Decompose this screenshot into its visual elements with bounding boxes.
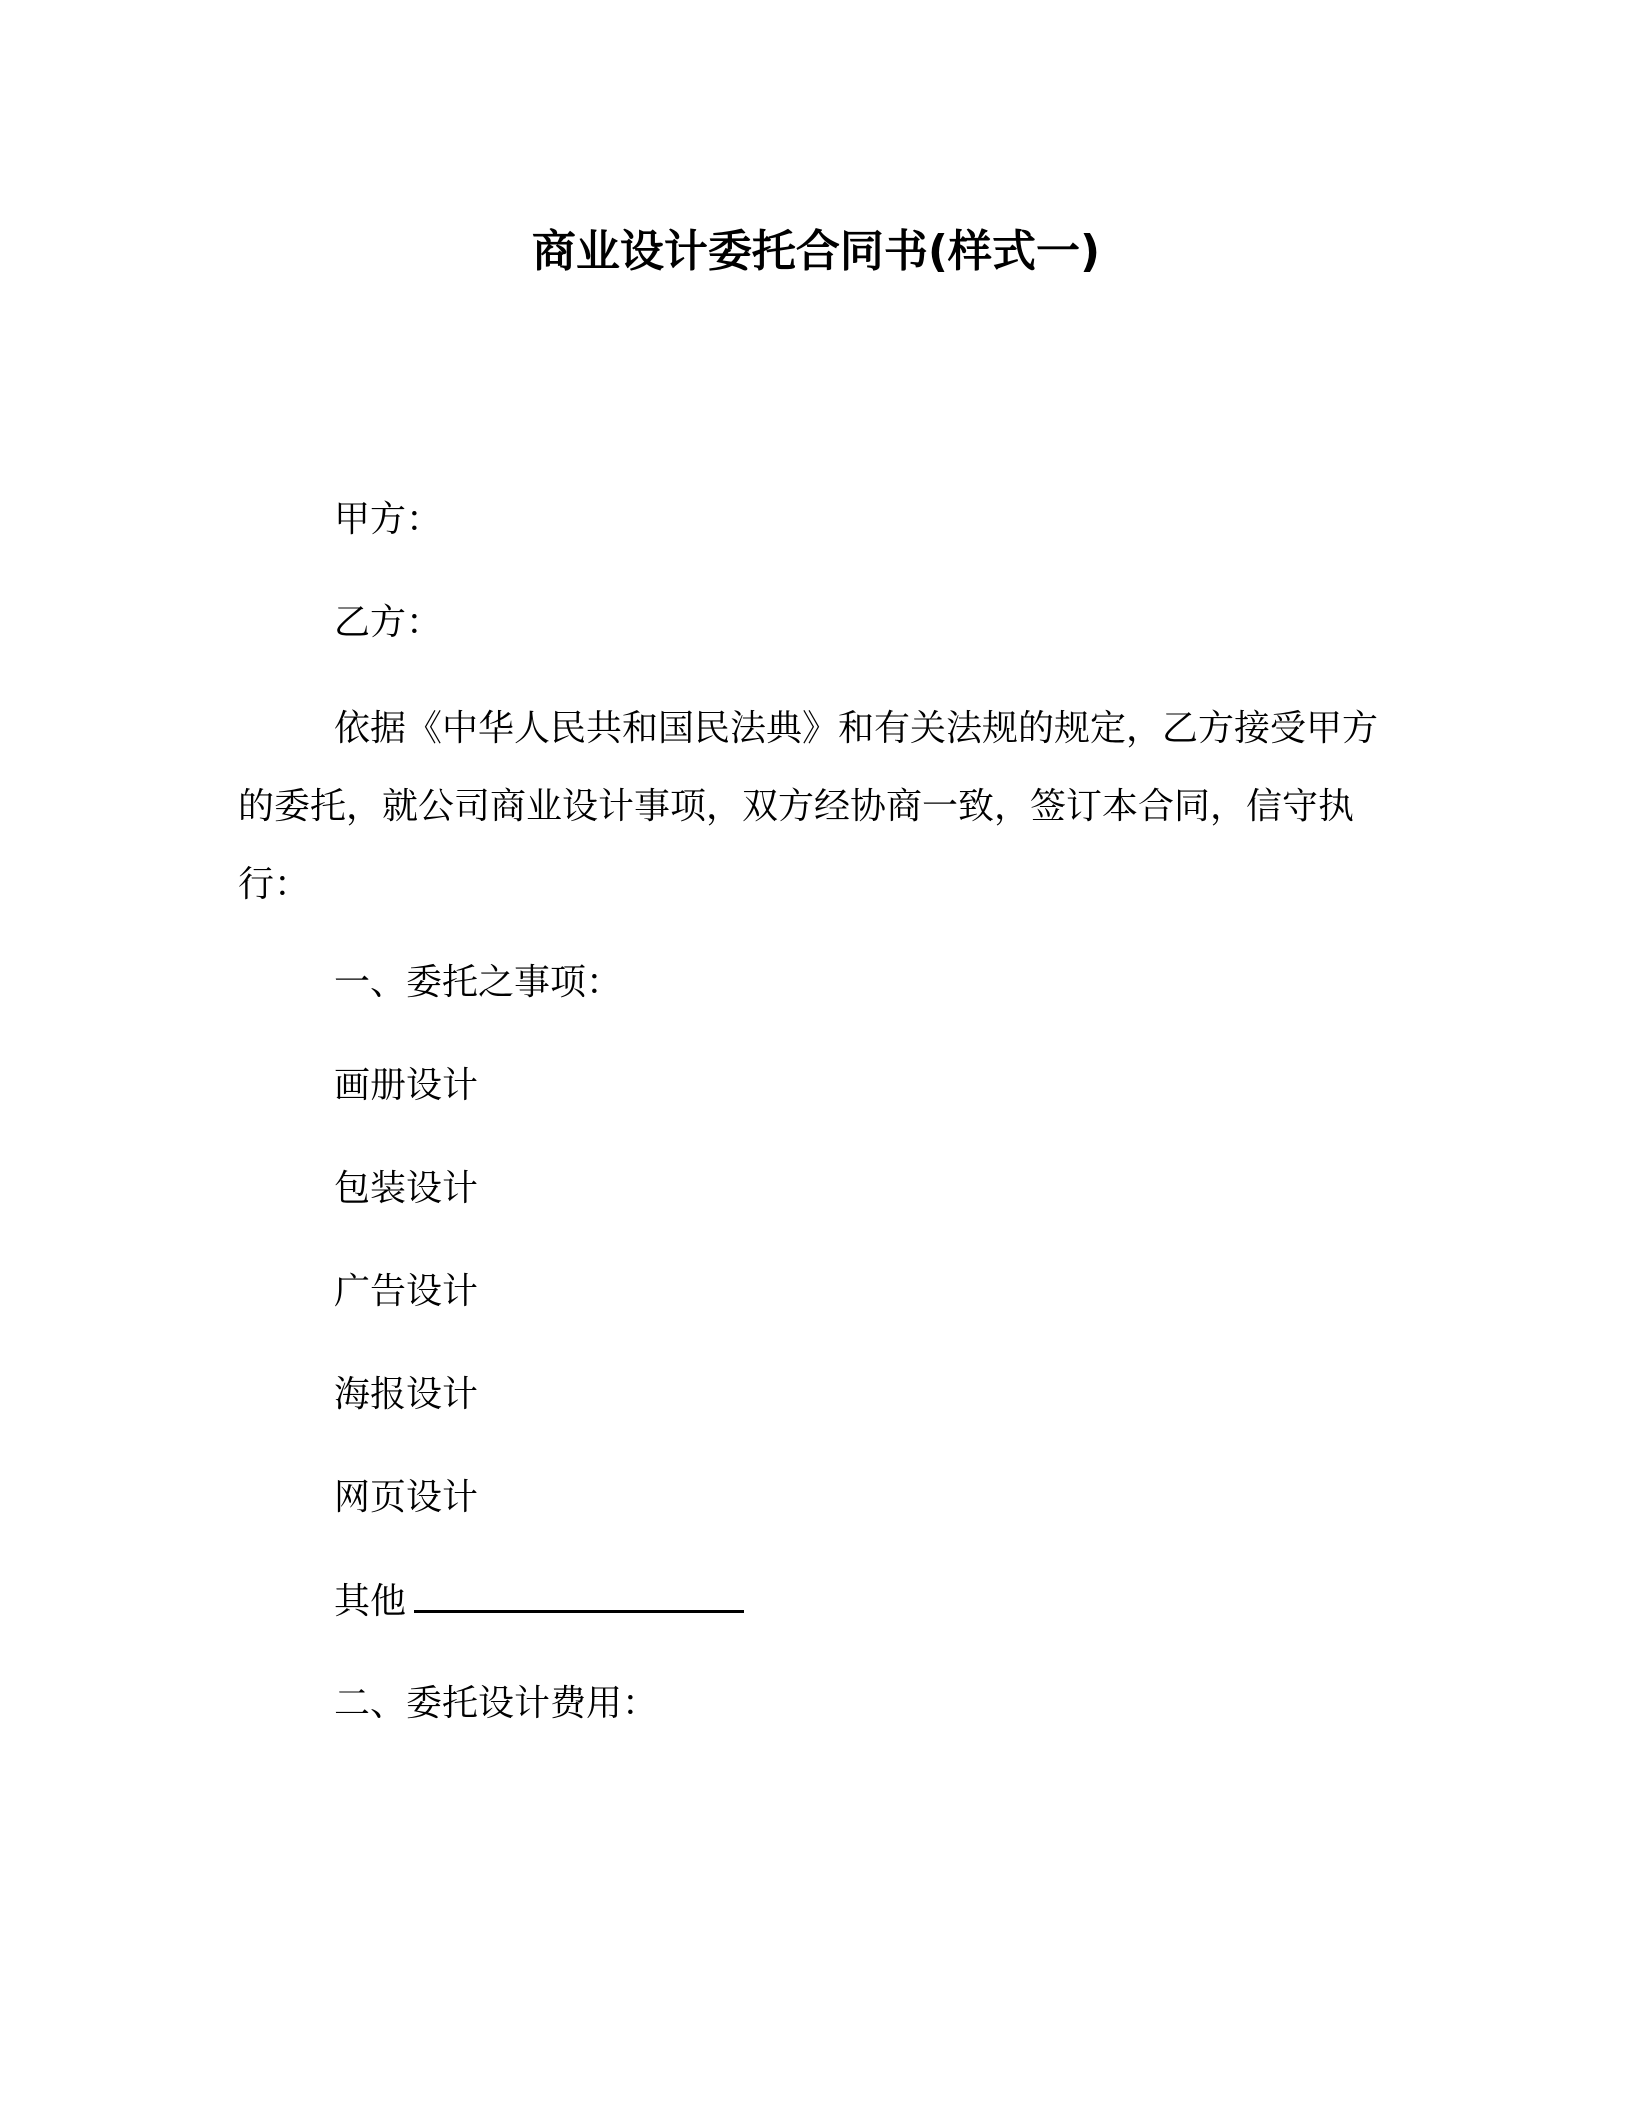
party-b-label: 乙方：	[334, 602, 443, 643]
section-1-heading: 一、委托之事项：	[334, 962, 623, 1003]
item-advertising-design: 广告设计	[334, 1271, 479, 1312]
item-packaging-design: 包装设计	[334, 1168, 479, 1209]
fill-in-blank	[414, 1576, 744, 1613]
item-web-design: 网页设计	[334, 1477, 479, 1518]
item-other-label: 其他	[334, 1581, 407, 1622]
item-poster-design: 海报设计	[334, 1374, 479, 1415]
item-album-design: 画册设计	[334, 1065, 479, 1106]
party-a-label: 甲方：	[334, 499, 443, 540]
intro-paragraph: 依据《中华人民共和国民法典》和有关法规的规定，乙方接受甲方的委托，就公司商业设计事项，双方经协商一致，签订本合同，信守执行：	[238, 708, 1379, 905]
document-title: 商业设计委托合同书(样式一)	[531, 226, 1101, 277]
item-other	[334, 1576, 744, 1627]
section-2-heading: 二、委托设计费用：	[334, 1683, 659, 1724]
